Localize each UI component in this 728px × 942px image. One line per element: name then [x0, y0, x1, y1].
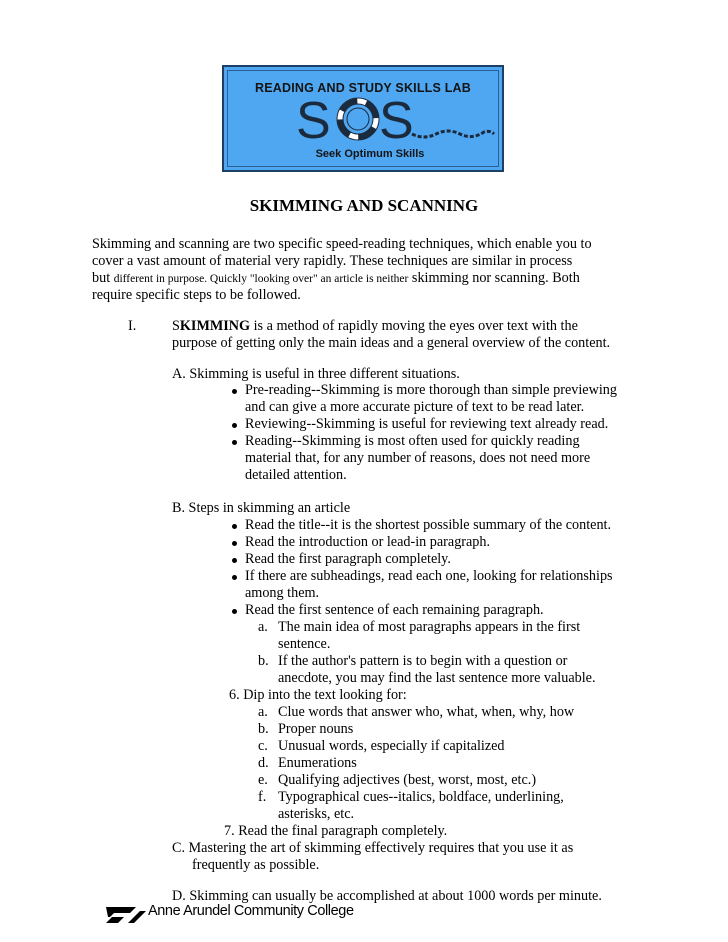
- intro-line-4: require specific steps to be followed.: [92, 287, 301, 303]
- bullet-icon: [232, 423, 237, 428]
- sub-item-b-line-2: anecdote, you may find the last sentence more valuable.: [278, 670, 596, 686]
- bullet-icon: [232, 575, 237, 580]
- sub-item-marker: a.: [258, 619, 268, 635]
- intro-line-3-small: different in purpose. Quickly "looking over" an article is neither: [113, 273, 409, 285]
- bullet-icon: [232, 558, 237, 563]
- bullet-icon: [232, 609, 237, 614]
- part-d-line-1: D. Skimming can usually be accomplished at about 1000 words per minute.: [172, 888, 602, 904]
- section-def-text: is a method of rapidly moving the eyes over text with the: [250, 318, 578, 334]
- lab-logo: [222, 65, 504, 172]
- part-b-heading: B. Steps in skimming an article: [172, 500, 351, 516]
- bullet-icon: [232, 524, 237, 529]
- step6-item-c: Unusual words, especially if capitalized: [278, 738, 505, 754]
- sub-item-a-line-2: sentence.: [278, 636, 331, 652]
- part-b-bullet-5: Read the first sentence of each remaining paragraph.: [245, 602, 544, 618]
- part-a-bullet-3-line-1: Reading--Skimming is most often used for quickly reading: [245, 433, 580, 449]
- part-a-heading: A. Skimming is useful in three different situations.: [172, 366, 460, 382]
- section-numeral: I.: [128, 318, 137, 334]
- page-title: SKIMMING AND SCANNING: [249, 196, 479, 215]
- part-a-bullet-1-line-1: Pre-reading--Skimming is more thorough than simple previewing: [245, 382, 617, 398]
- sub-item-a-line-1: The main idea of most paragraphs appears in the first: [278, 619, 581, 635]
- bullet-icon: [232, 541, 237, 546]
- logo-heading: READING AND STUDY SKILLS LAB: [254, 81, 472, 95]
- part-b-bullet-4-line-2: among them.: [245, 585, 320, 601]
- part-a-bullet-2-line-1: Reviewing--Skimming is useful for reviewing text already read.: [245, 416, 609, 432]
- bullet-icon: [232, 440, 237, 445]
- sub-item-marker: d.: [258, 755, 269, 771]
- intro-line-2: cover a vast amount of material very rapidly. These techniques are similar in process: [92, 253, 573, 269]
- step6-item-a: Clue words that answer who, what, when, why, how: [278, 704, 575, 720]
- sos-mark: [296, 94, 496, 144]
- sub-item-marker: b.: [258, 721, 269, 737]
- section-definition-line-1: [172, 318, 578, 334]
- part-c-line-2: frequently as possible.: [192, 857, 320, 873]
- logo-tagline: Seek Optimum Skills: [315, 148, 425, 160]
- part-a-bullet-3-line-2: material that, for any number of reasons, does not need more: [245, 450, 591, 466]
- sub-item-marker: e.: [258, 772, 268, 788]
- sub-item-marker: a.: [258, 704, 268, 720]
- step6-item-d: Enumerations: [278, 755, 357, 771]
- sos-letter-s2: S: [379, 94, 414, 144]
- section-definition-line-2: purpose of getting only the main ideas and a general overview of the content.: [172, 335, 611, 351]
- part-b-bullet-4-line-1: If there are subheadings, read each one, looking for relationships: [245, 568, 613, 584]
- intro-line-3-end: skimming nor scanning. Both: [411, 270, 580, 286]
- life-ring-icon: [340, 101, 376, 137]
- part-a-bullet-1-line-2: and can give a more accurate picture of text to be read later.: [245, 399, 585, 415]
- intro-line-3: [92, 270, 580, 287]
- step6-item-f-line-2: asterisks, etc.: [278, 806, 355, 822]
- step6-item-f-line-1: Typographical cues--italics, boldface, underlining,: [278, 789, 564, 805]
- part-a-bullet-3-line-3: detailed attention.: [245, 467, 347, 483]
- sub-item-marker: f.: [258, 789, 267, 805]
- sub-item-marker: b.: [258, 653, 269, 669]
- bullet-icon: [232, 389, 237, 394]
- step6-item-b: Proper nouns: [278, 721, 354, 737]
- rope-icon: [412, 131, 494, 137]
- step-7: 7. Read the final paragraph completely.: [224, 823, 448, 839]
- sub-item-b-line-1: If the author's pattern is to begin with a question or: [278, 653, 568, 669]
- sub-item-marker: c.: [258, 738, 268, 754]
- section-first-letter: S: [172, 318, 180, 334]
- part-b-bullet-2: Read the introduction or lead-in paragraph.: [245, 534, 491, 550]
- aacc-logo-icon: [106, 905, 146, 923]
- step6-item-e: Qualifying adjectives (best, worst, most, etc.): [278, 772, 537, 788]
- intro-line-3-start: but: [92, 270, 111, 286]
- college-name: Anne Arundel Community College: [148, 903, 354, 919]
- intro-line-1: Skimming and scanning are two specific speed-reading techniques, which enable you to: [92, 236, 592, 252]
- section-keyword: KIMMING: [179, 318, 251, 334]
- step-6: 6. Dip into the text looking for:: [229, 687, 407, 703]
- sos-letter-s1: S: [296, 94, 331, 144]
- part-b-bullet-1: Read the title--it is the shortest possible summary of the content.: [245, 517, 612, 533]
- part-b-bullet-3: Read the first paragraph completely.: [245, 551, 451, 567]
- part-c-line-1: C. Mastering the art of skimming effectively requires that you use it as: [172, 840, 574, 856]
